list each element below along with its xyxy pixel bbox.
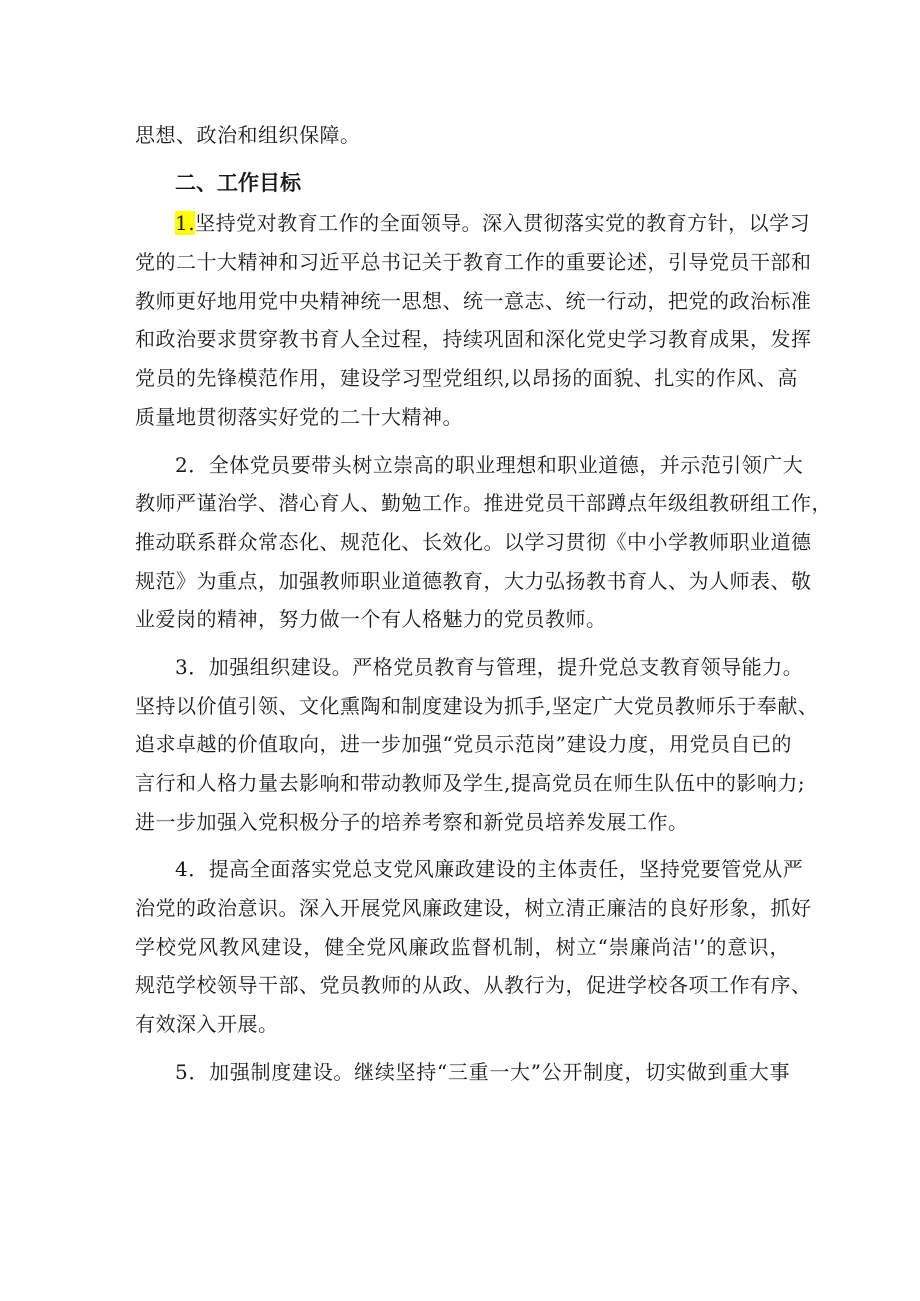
paragraph-number: 3 bbox=[175, 654, 189, 679]
paragraph-number: 2 bbox=[175, 452, 189, 477]
paragraph-line: 业爱岗的精神，努力做一个有人格魅力的党员教师。 bbox=[135, 607, 607, 632]
paragraph-line: 2．全体党员要带头树立崇高的职业理想和职业道德，并示范引领广大 bbox=[175, 452, 804, 477]
paragraph-line: 追求卓越的价值取向，进一步加强“党员示范岗”建设力度，用党员自已的 bbox=[135, 732, 792, 757]
paragraph-3 bbox=[135, 648, 819, 841]
paragraph-line: 规范学校领导干部、党员教师的从政、从教行为，促进学校各项工作有序、 bbox=[135, 973, 812, 998]
paragraph-line: 质量地贯彻落实好党的二十大精神。 bbox=[135, 404, 463, 429]
paragraph-line: 5．加强制度建设。继续坚持“三重一大”公开制度，切实做到重大事 bbox=[175, 1059, 790, 1084]
paragraph-1 bbox=[135, 204, 812, 436]
paragraph-line: 有效深入开展。 bbox=[135, 1012, 279, 1037]
paragraph-line: 治党的政治意识。深入开展党风廉政建设，树立清正廉洁的良好形象，抓好 bbox=[135, 896, 812, 921]
paragraph-line: 1.坚持党对教育工作的全面领导。深入贯彻落实党的教育方针，以学习 bbox=[175, 211, 811, 236]
paragraph-number: 4 bbox=[175, 857, 189, 882]
paragraph-line: 党的二十大精神和习近平总书记关于教育工作的重要论述，引导党员干部和 bbox=[135, 250, 812, 275]
paragraph-number: 5 bbox=[175, 1059, 189, 1084]
paragraph-line: 党员的先锋模范作用，建设学习型党组织,以昂扬的面貌、扎实的作风、高 bbox=[135, 366, 798, 391]
paragraph-line: 教师严谨治学、潜心育人、勤勉工作。推进党员干部蹲点年级组教研组工作， bbox=[135, 491, 832, 516]
paragraph-line: 教师更好地用党中央精神统一思想、统一意志、统一行动，把党的政治标准 bbox=[135, 288, 812, 313]
paragraph-2 bbox=[135, 446, 832, 639]
paragraph-line: 进一步加强入党积极分子的培养考察和新党员培养发展工作。 bbox=[135, 809, 689, 834]
paragraph-line: 言行和人格力量去影响和带动教师及学生,提高党员在师生队伍中的影响力; bbox=[135, 771, 806, 795]
paragraph-line: 推动联系群众常态化、规范化、长效化。以学习贯彻《中小学教师职业道德 bbox=[135, 529, 812, 554]
paragraph-line: 和政治要求贯穿教书育人全过程，持续巩固和深化党史学习教育成果，发挥 bbox=[135, 327, 812, 352]
document-body bbox=[135, 116, 832, 1092]
paragraph-4 bbox=[135, 850, 812, 1043]
paragraph-line: 3．加强组织建设。严格党员教育与管理，提升党总支教育领导能力。 bbox=[175, 654, 804, 679]
paragraph-line: 坚持以价值引领、文化熏陶和制度建设为抓手,坚定广大党员教师乐于奉献、 bbox=[135, 693, 819, 718]
paragraph-line: 学校党风教风建设，健全党风廉政监督机制，树立“崇廉尚洁'’的意识， bbox=[135, 934, 790, 959]
intro-tail-line: 思想、政治和组织保障。 bbox=[135, 123, 361, 147]
paragraph-line: 4．提高全面落实党总支党风廉政建设的主体责任，坚持党要管党从严 bbox=[175, 857, 804, 882]
paragraph-5 bbox=[135, 1053, 790, 1092]
paragraph-line: 规范》为重点，加强教师职业道德教育，大力弘扬教书育人、为人师表、敬 bbox=[135, 568, 812, 593]
highlighted-number: 1. bbox=[175, 211, 196, 236]
section-heading: 二、工作目标 bbox=[175, 170, 301, 195]
